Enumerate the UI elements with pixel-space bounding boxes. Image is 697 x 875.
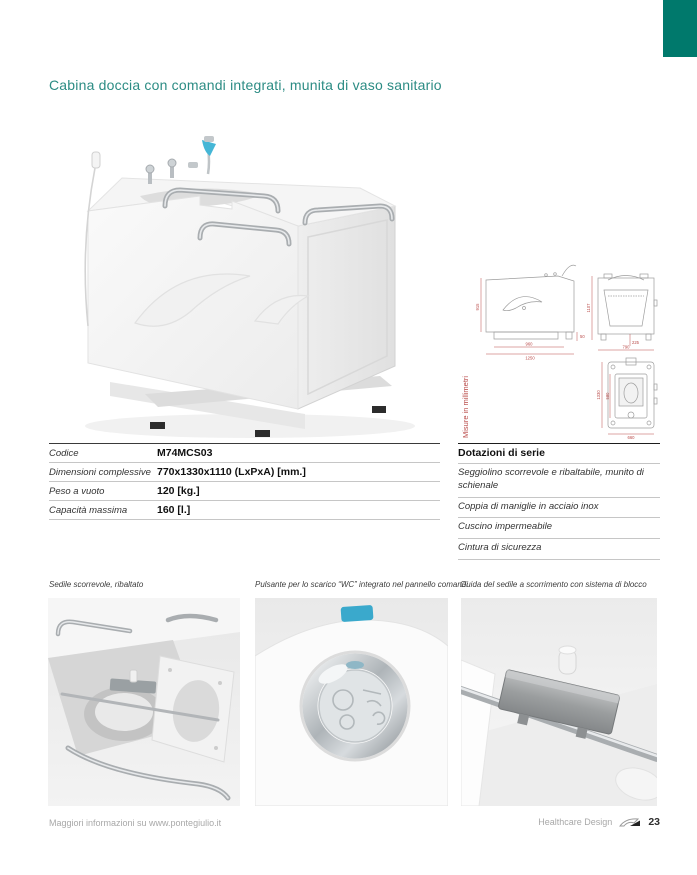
table-row bbox=[49, 482, 440, 501]
spec-value: 120 [kg.] bbox=[157, 485, 200, 497]
table-row bbox=[49, 501, 440, 520]
corner-accent-block bbox=[663, 0, 697, 57]
detail-photo-slide-guide bbox=[461, 598, 657, 806]
list-item: Seggiolino scorrevole e ribaltabile, munito di schienale bbox=[458, 464, 660, 498]
drawing-front-view bbox=[598, 274, 657, 340]
page-number: 23 bbox=[648, 816, 660, 828]
standard-equipment-list bbox=[458, 443, 660, 560]
blue-tab bbox=[341, 605, 374, 622]
product-photo-main bbox=[50, 126, 435, 444]
spec-label: Codice bbox=[49, 448, 79, 459]
detail-photo-drain-button bbox=[255, 598, 448, 806]
spec-value: 160 [l.] bbox=[157, 504, 191, 516]
spec-label: Dimensioni complessive bbox=[49, 467, 151, 478]
shower-handle bbox=[202, 136, 216, 174]
drawing-top-view bbox=[608, 358, 657, 428]
svg-text:1107: 1107 bbox=[586, 303, 591, 313]
drawing-side-view bbox=[486, 265, 576, 339]
table-row bbox=[49, 463, 440, 482]
list-item: Cintura di sicurezza bbox=[458, 539, 660, 560]
technical-drawings bbox=[458, 250, 660, 440]
pontegiulio-logo-icon bbox=[619, 817, 641, 828]
drain-button bbox=[301, 652, 409, 760]
svg-text:580: 580 bbox=[605, 392, 610, 400]
photo-caption: Pulsante per lo scarico “WC” integrato nel pannello comandi bbox=[255, 580, 468, 589]
footer-brand: Healthcare Design bbox=[538, 817, 613, 827]
list-item: Cuscino impermeabile bbox=[458, 518, 660, 539]
svg-text:790: 790 bbox=[622, 344, 630, 350]
svg-text:915: 915 bbox=[475, 303, 480, 311]
svg-text:660: 660 bbox=[627, 435, 635, 440]
svg-text:1250: 1250 bbox=[525, 355, 535, 361]
list-item: Coppia di maniglie in acciaio inox bbox=[458, 498, 660, 519]
photo-caption: Sedile scorrevole, ribaltato bbox=[49, 580, 144, 589]
svg-text:225: 225 bbox=[632, 340, 639, 345]
spec-value: M74MCS03 bbox=[157, 447, 213, 459]
spec-label: Capacità massima bbox=[49, 505, 128, 516]
detail-photo-seat bbox=[48, 598, 240, 806]
spec-value: 770x1330x1110 (LxPxA) [mm.] bbox=[157, 466, 306, 478]
photo-caption: Guida del sedile a scorrimento con sistema di blocco bbox=[460, 580, 647, 589]
svg-text:1330: 1330 bbox=[596, 390, 601, 400]
svg-text:960: 960 bbox=[525, 341, 533, 347]
table-row bbox=[49, 444, 440, 463]
spec-table bbox=[49, 443, 440, 520]
svg-text:50: 50 bbox=[580, 334, 585, 339]
units-note: Misure in millimetri bbox=[461, 375, 470, 438]
equipment-heading: Dotazioni di serie bbox=[458, 444, 660, 464]
tub-body bbox=[88, 178, 395, 409]
spec-label: Peso a vuoto bbox=[49, 486, 105, 497]
lock-knob bbox=[559, 646, 576, 674]
footer-right bbox=[538, 816, 660, 828]
page-title: Cabina doccia con comandi integrati, munita di vaso sanitario bbox=[49, 77, 442, 93]
footer-info-url[interactable]: Maggiori informazioni su www.pontegiulio.it bbox=[49, 818, 222, 828]
